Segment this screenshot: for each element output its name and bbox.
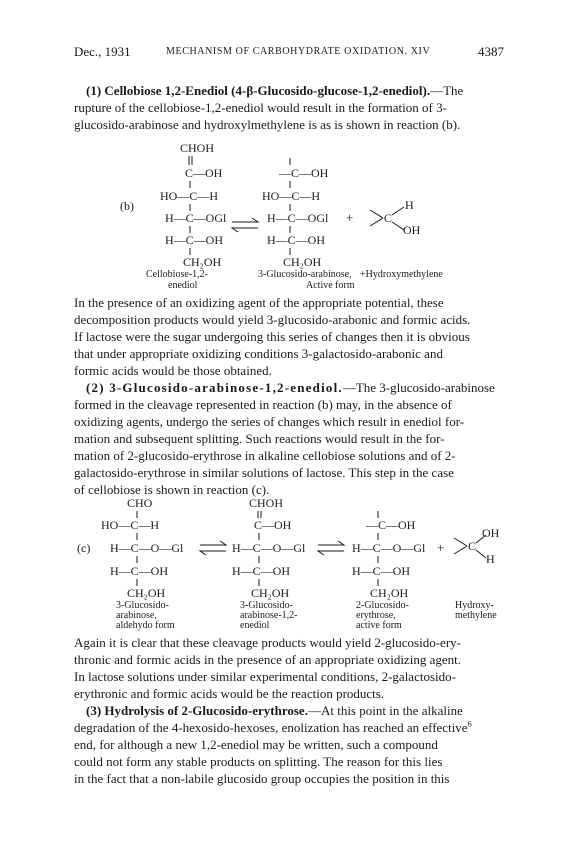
text-line: formed in the cleavage represented in reaction (b) may, in the absence of xyxy=(74,397,452,412)
reaction-c-species3-caption: active form xyxy=(356,620,402,631)
equilibrium-arrow xyxy=(318,541,344,555)
text-line: oxidizing agents, undergo the series of changes which result in enediol for- xyxy=(74,414,465,429)
reaction-c-species2-row: CHOH xyxy=(249,496,284,510)
reaction-c-species2-caption: enediol xyxy=(240,620,270,631)
reaction-b-label: (b) xyxy=(120,199,134,213)
section-1-dash: —The xyxy=(430,83,464,98)
text-line: decomposition products would yield 3-glucosido-arabonic and formic acids. xyxy=(74,312,471,327)
reaction-c-species3-row: H—C—O—Gl xyxy=(352,541,426,555)
reaction-b-reactant-caption: Cellobiose-1,2- xyxy=(146,269,208,280)
reaction-c-species1-row: CH₂OH xyxy=(127,586,166,600)
reaction-c-species2-caption: arabinose-1,2- xyxy=(240,610,298,621)
reaction-c-species2-row: H—C—OH xyxy=(232,564,291,578)
reaction-c-species2-row: CH₂OH xyxy=(251,586,290,600)
section-3-intro: —At this point in the alkaline xyxy=(307,703,463,718)
reaction-c-species3-row: —C—OH xyxy=(366,518,416,532)
reaction-c-species3-row: H—C—OH xyxy=(352,564,411,578)
text-line: could not form any stable products on splitting. The reason for this lies xyxy=(74,754,443,769)
reaction-b-product-caption: Active form xyxy=(306,280,355,291)
text-line: that under appropriate oxidizing conditions 3-galactosido-arabonic and xyxy=(74,346,443,361)
reaction-c-species3-caption: erythrose, xyxy=(356,610,396,621)
text-line: glucosido-arabinose and hydroxylmethylene is as is shown in reaction (b). xyxy=(74,117,461,132)
text-line: thronic and formic acids in the presence of an appropriate oxidizing agent. xyxy=(74,652,461,667)
reaction-b-product-row: CH₂OH xyxy=(283,255,322,269)
reaction-c-species2-row: C—OH xyxy=(254,518,292,532)
header-running-title: MECHANISM OF CARBOHYDRATE OXIDATION. XIV xyxy=(166,46,431,57)
section-2-intro: —The 3-glucosido-arabinose xyxy=(342,380,495,395)
section-2-heading: (2) 3-Glucosido-arabinose-1,2-enediol. xyxy=(86,380,343,395)
footnote-marker: 6 xyxy=(467,719,472,729)
text-line: formic acids would be those obtained. xyxy=(74,363,272,378)
reaction-c-species1-row: H—C—OH xyxy=(110,564,169,578)
reaction-b-reactant-row: CH₂OH xyxy=(183,255,222,269)
hydroxyl-symbol: OH xyxy=(482,526,500,540)
text-line: In the presence of an oxidizing agent of the appropriate potential, these xyxy=(74,295,444,310)
section-3-heading: (3) Hydrolysis of 2-Glucosido-erythrose. xyxy=(86,703,308,718)
text-line: mation of 2-glucosido-erythrose in alkaline cellobiose solutions and of 2- xyxy=(74,448,456,463)
reaction-b-reactant-row: H—C—OH xyxy=(165,233,224,247)
reaction-b-reactant-row: CHOH xyxy=(180,141,215,155)
reaction-c-plus: + xyxy=(437,540,445,555)
text-line: In lactose solutions under similar experimental conditions, 2-galactosido- xyxy=(74,669,456,684)
hydrogen-symbol: H xyxy=(405,198,414,212)
text-line: erythronic and formic acids would be the reaction products. xyxy=(74,686,385,701)
reaction-b-product-row: H—C—OGl xyxy=(267,211,329,225)
reaction-c-species1-row: HO—C—H xyxy=(101,518,160,532)
reaction-b-reactant-row: H—C—OGl xyxy=(165,211,227,225)
text-line: of cellobiose is shown in reaction (c). xyxy=(74,482,270,497)
reaction-c-hydroxymethylene-caption: methylene xyxy=(455,610,497,621)
hydroxymethylene-structure xyxy=(454,526,500,566)
paragraph-4 xyxy=(74,634,504,702)
text-line: rupture of the cellobiose-1,2-enediol would result in the formation of 3- xyxy=(74,100,447,115)
hydroxyl-symbol: OH xyxy=(403,223,421,237)
reaction-c-species1-caption: aldehydo form xyxy=(116,620,175,631)
text-line: in the fact that a non-labile glucosido group occupies the position in this xyxy=(74,771,450,786)
reaction-b-product-caption: 3-Glucosido-arabinose, xyxy=(258,269,352,280)
text-line: mation and subsequent splitting. Such reactions would result in the for- xyxy=(74,431,445,446)
header-date: Dec., 1931 xyxy=(74,44,131,59)
section-3-paragraph xyxy=(74,702,504,787)
text-line: end, for although a new 1,2-enediol may be written, such a compound xyxy=(74,737,438,752)
equilibrium-arrow xyxy=(200,541,226,555)
carbon-symbol: C xyxy=(468,539,477,553)
reaction-c-species1-row: CHO xyxy=(127,496,153,510)
carbon-symbol: C xyxy=(384,211,393,225)
reaction-c-species3-row: CH₂OH xyxy=(370,586,409,600)
reaction-c-species1-caption: 3-Glucosido- xyxy=(116,600,169,611)
reaction-c-species1-caption: arabinose, xyxy=(116,610,157,621)
reaction-b-product-row: H—C—OH xyxy=(267,233,326,247)
text-line: degradation of the 4-hexosido-hexoses, enolization has reached an effective xyxy=(74,720,468,735)
reaction-b-plus: + xyxy=(346,210,354,225)
reaction-c-species2-caption: 3-Glucosido- xyxy=(240,600,293,611)
text-line: If lactose were the sugar undergoing this series of changes then it is obvious xyxy=(74,329,470,344)
section-1-heading: (1) Cellobiose 1,2-Enediol (4-β-Glucosido-glucose-1,2-enediol). xyxy=(86,83,431,98)
reaction-c-label: (c) xyxy=(77,541,91,555)
reaction-c-species1-row: H—C—O—Gl xyxy=(110,541,184,555)
reaction-c-hydroxymethylene-caption: Hydroxy- xyxy=(455,600,494,611)
reaction-b-hydroxymethylene-caption: +Hydroxymethylene xyxy=(360,269,443,280)
reaction-b-product-row: —C—OH xyxy=(279,166,329,180)
header-page-number: 4387 xyxy=(478,44,504,59)
reaction-b-reactant-row: HO—C—H xyxy=(160,189,219,203)
reaction-c-species3-caption: 2-Glucosido- xyxy=(356,600,409,611)
reaction-b-reactant-row: C—OH xyxy=(185,166,223,180)
hydrogen-symbol: H xyxy=(486,552,495,566)
reaction-b-reactant-caption: enediol xyxy=(168,280,198,291)
reaction-c-species2-row: H—C—O—Gl xyxy=(232,541,306,555)
reaction-b-product-row: HO—C—H xyxy=(262,189,321,203)
text-line: Again it is clear that these cleavage products would yield 2-glucosido-ery- xyxy=(74,635,461,650)
text-line: galactosido-erythrose in similar solutions of lactose. This step in the case xyxy=(74,465,454,480)
